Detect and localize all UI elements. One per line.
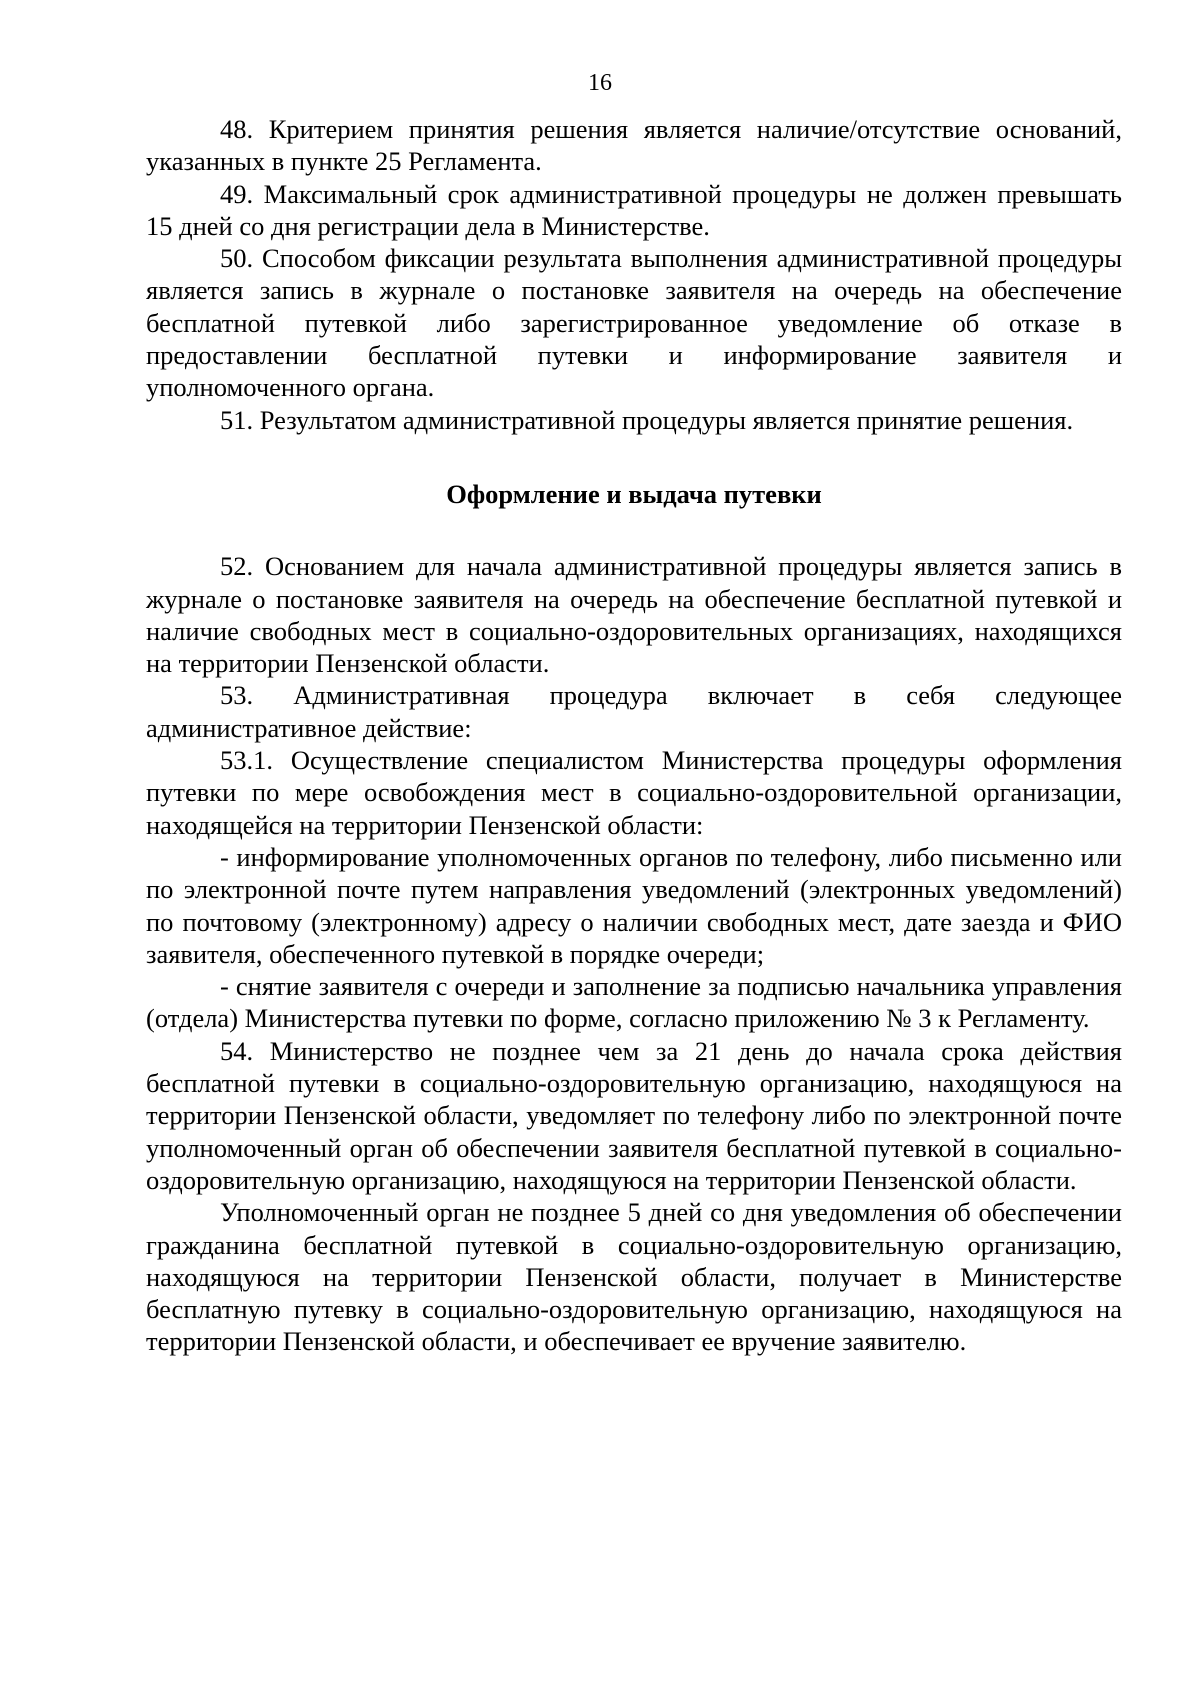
paragraph-50: 50. Способом фиксации результата выполнения административной процедуры является запись в журнале о постановке заявителя на очередь на обеспечение бесплатной путевкой либо зарегистрированное уведомление об отказе в предоставлении бесплатной путевки и информирование заявителя и уполномоченного органа. <box>146 243 1122 403</box>
section-heading: Оформление и выдача путевки <box>446 478 822 509</box>
paragraph-48: 48. Критерием принятия решения является наличие/отсутствие оснований, указанных в пункте 25 Регламента. <box>146 114 1122 177</box>
document-body <box>146 113 1122 1358</box>
paragraph-authorized-body: Уполномоченный орган не позднее 5 дней со дня уведомления об обеспечении гражданина бесплатной путевкой в социально-оздоровительную организацию, находящуюся на территории Пензенской области, получает в Министерстве бесплатную путевку в социально-оздоровительную организацию, находящуюся на территории Пензенской области, и обеспечивает ее вручение заявителю. <box>146 1197 1122 1357</box>
paragraph-49: 49. Максимальный срок административной процедуры не должен превышать 15 дней со дня регистрации дела в Министерстве. <box>146 178 1122 241</box>
paragraph-53-1: 53.1. Осуществление специалистом Министерства процедуры оформления путевки по мере освобождения мест в социально-оздоровительной организации, находящейся на территории Пензенской области: <box>146 745 1122 840</box>
page-number: 16 <box>588 70 612 96</box>
paragraph-54: 54. Министерство не позднее чем за 21 день до начала срока действия бесплатной путевки в социально-оздоровительную организацию, находящуюся на территории Пензенской области, уведомляет по телефону либо по электронной почте уполномоченный орган об обеспечении заявителя бесплатной путевкой в социально-оздоровительную организацию, находящуюся на территории Пензенской области. <box>146 1035 1122 1195</box>
list-item-informing: - информирование уполномоченных органов по телефону, либо письменно или по электронной почте путем направления уведомлений (электронных уведомлений) по почтовому (электронному) адресу о наличии свободных мест, дате заезда и ФИО заявителя, обеспеченного путевкой в порядке очереди; <box>146 841 1122 969</box>
paragraph-53: 53. Административная процедура включает в себя следующее административное действие: <box>146 680 1122 743</box>
paragraph-51: 51. Результатом административной процедуры является принятие решения. <box>220 404 1074 435</box>
list-item-removal: - снятие заявителя с очереди и заполнение за подписью начальника управления (отдела) Министерства путевки по форме, согласно приложению № 3 к Регламенту. <box>146 971 1122 1034</box>
paragraph-52: 52. Основанием для начала административной процедуры является запись в журнале о постановке заявителя на очередь на обеспечение бесплатной путевкой и наличие свободных мест в социально-оздоровительных организациях, находящихся на территории Пензенской области. <box>146 551 1122 679</box>
